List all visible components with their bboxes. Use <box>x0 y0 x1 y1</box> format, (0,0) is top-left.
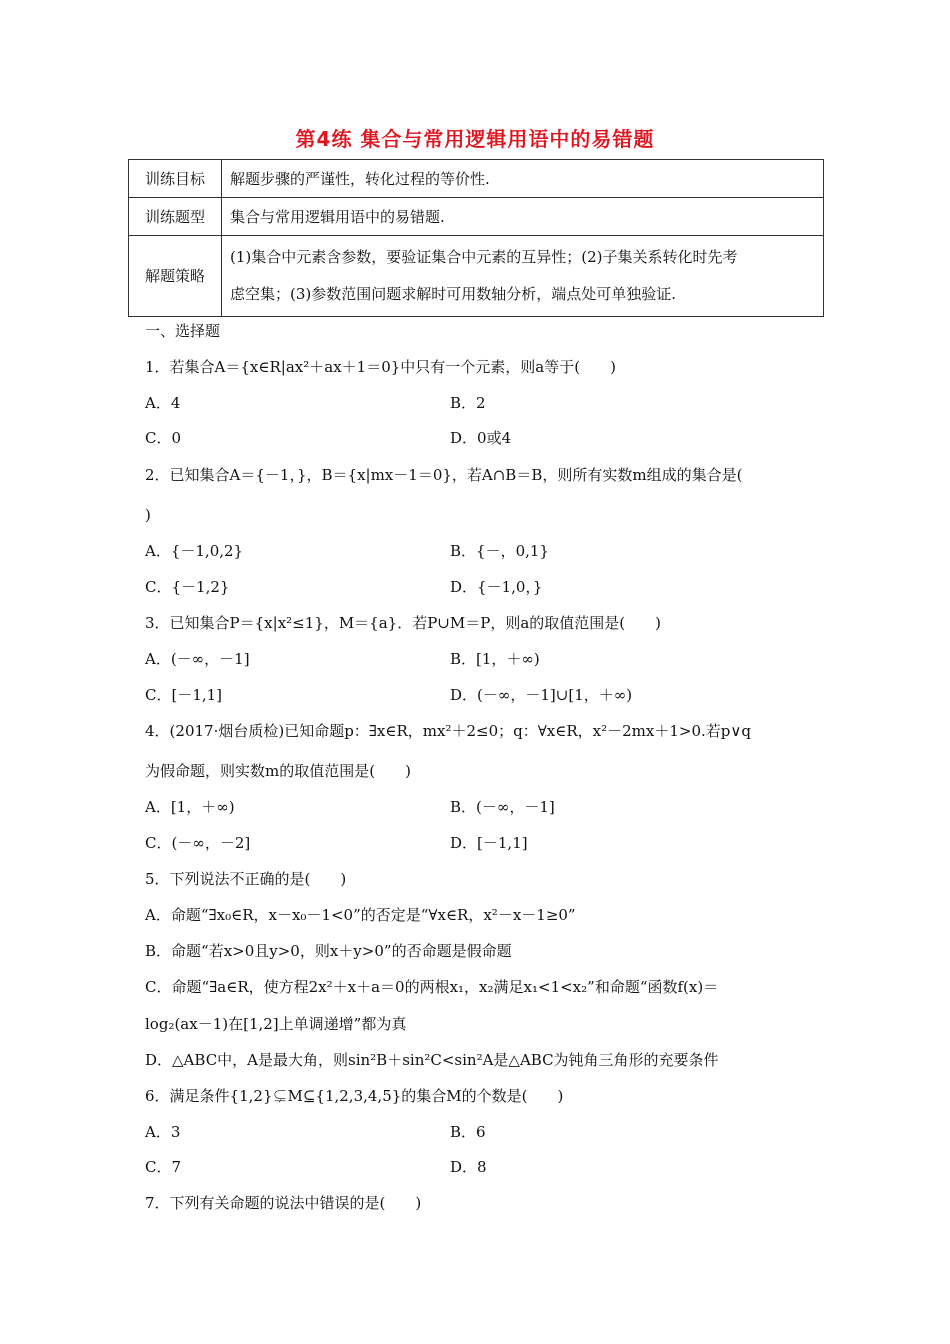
option-d: D．8 <box>450 1158 487 1176</box>
option-a: A．4 <box>145 394 181 412</box>
option-b: B．[1，＋∞) <box>450 650 540 668</box>
option-a: A．(－∞，－1] <box>145 650 250 668</box>
question-stem: 1．若集合A＝{x∈R|ax²＋ax＋1＝0}中只有一个元素，则a等于( ) <box>145 358 616 376</box>
question-stem: 4．(2017·烟台质检)已知命题p：∃x∈R，mx²＋2≤0；q：∀x∈R，x²－2mx＋1>0.若p∨q <box>145 722 751 740</box>
option-b: B．命题“若x>0且y>0，则x＋y>0”的否命题是假命题 <box>145 942 512 960</box>
option-b: B．2 <box>450 394 486 412</box>
option-d: D．(－∞，－1]∪[1，＋∞) <box>450 686 633 704</box>
row-value: 集合与常用逻辑用语中的易错题. <box>222 198 824 236</box>
option-b: B．6 <box>450 1123 486 1141</box>
option-a: A．3 <box>145 1123 181 1141</box>
question-stem-continued: 为假命题，则实数m的取值范围是( ) <box>145 762 411 780</box>
question-stem: 5．下列说法不正确的是( ) <box>145 870 347 888</box>
option-b: B．{－，0,1} <box>450 542 549 560</box>
option-c: C．命题“∃a∈R，使方程2x²＋x＋a＝0的两根x₁，x₂满足x₁<1<x₂”和命题“函数f(x)＝ <box>145 978 719 996</box>
option-c: C．[－1,1] <box>145 686 223 704</box>
question-stem: 6．满足条件{1,2}⊊M⊆{1,2,3,4,5}的集合M的个数是( ) <box>145 1087 564 1105</box>
option-c: C．7 <box>145 1158 182 1176</box>
table-row <box>129 160 824 198</box>
option-b: B．(－∞，－1] <box>450 798 555 816</box>
question-stem-continued: ) <box>145 506 151 524</box>
table-row <box>129 198 824 236</box>
section-heading: 一、选择题 <box>145 322 221 340</box>
training-info-table <box>128 159 824 317</box>
option-c-continued: log₂(ax－1)在[1,2]上单调递增”都为真 <box>145 1015 407 1033</box>
row-label: 解题策略 <box>129 236 222 317</box>
option-a: A．命题“∃x₀∈R，x－x₀－1<0”的否定是“∀x∈R，x²－x－1≥0” <box>145 906 576 924</box>
option-d: D．{－1,0，} <box>450 578 543 596</box>
row-value <box>222 236 824 317</box>
page-title: 第4练 集合与常用逻辑用语中的易错题 <box>295 127 655 151</box>
strategy-line-1: (1)集合中元素含参数，要验证集合中元素的互异性；(2)子集关系转化时先考 <box>230 248 738 266</box>
row-label: 训练目标 <box>129 160 222 198</box>
question-stem: 3．已知集合P＝{x|x²≤1}，M＝{a}．若P∪M＝P，则a的取值范围是( ) <box>145 614 661 632</box>
row-value: 解题步骤的严谨性，转化过程的等价性. <box>222 160 824 198</box>
strategy-line-2: 虑空集；(3)参数范围问题求解时可用数轴分析，端点处可单独验证. <box>230 285 677 303</box>
option-d: D．0或4 <box>450 429 512 447</box>
option-d: D．△ABC中，A是最大角，则sin²B＋sin²C<sin²A是△ABC为钝角三角形的充要条件 <box>145 1051 719 1069</box>
question-stem: 2．已知集合A＝{－1，}，B＝{x|mx－1＝0}，若A∩B＝B，则所有实数m组成的集合是( <box>145 466 743 484</box>
option-c: C．{－1,2} <box>145 578 230 596</box>
table-row <box>129 236 824 317</box>
option-c: C．0 <box>145 429 182 447</box>
option-c: C．(－∞，－2] <box>145 834 251 852</box>
option-d: D．[－1,1] <box>450 834 528 852</box>
option-a: A．[1，＋∞) <box>145 798 235 816</box>
option-a: A．{－1,0,2} <box>145 542 244 560</box>
question-stem: 7．下列有关命题的说法中错误的是( ) <box>145 1194 422 1212</box>
row-label: 训练题型 <box>129 198 222 236</box>
